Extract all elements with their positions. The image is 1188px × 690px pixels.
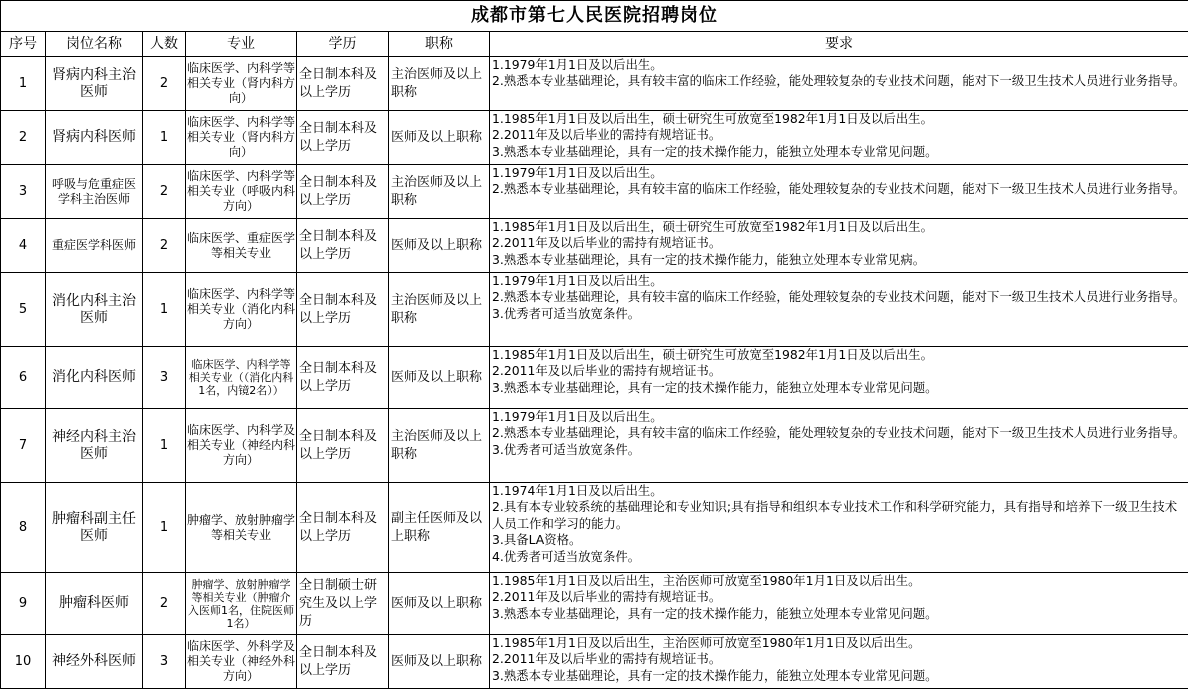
row-major: 肿瘤学、放射肿瘤学等相关专业: [186, 483, 297, 573]
requirement-line: 1.1985年1月1日及以后出生，硕士研究生可放宽至1982年1月1日及以后出生。: [492, 219, 933, 234]
row-education: 全日制本科及以上学历: [297, 347, 389, 409]
row-position: 肾病内科医师: [46, 111, 143, 165]
row-title: 副主任医师及以上职称: [389, 483, 490, 573]
row-title: 主治医师及以上职称: [389, 57, 490, 111]
row-education: 全日制本科及以上学历: [297, 111, 389, 165]
requirement-line: 2.2011年及以后毕业的需持有规培证书。: [492, 363, 722, 379]
row-requirements: [490, 573, 1188, 635]
row-position: 消化内科主治医师: [46, 273, 143, 347]
row-major: 临床医学、外科学及相关专业（神经外科方向）: [186, 635, 297, 689]
row-count: 2: [143, 573, 186, 635]
row-count: 2: [143, 165, 186, 219]
row-no: 3: [1, 165, 46, 219]
header-position: 岗位名称: [46, 32, 143, 57]
requirement-line: 2.熟悉本专业基础理论，具有较丰富的临床工作经验，能处理较复杂的专业技术问题，能对下一级卫生技术人员进行业务指导。: [492, 425, 1186, 441]
row-requirements: [490, 111, 1188, 165]
requirement-line: 3.优秀者可适当放宽条件。: [492, 441, 641, 457]
table-row: [1, 57, 1188, 111]
header-title: 职称: [389, 32, 490, 57]
header-count: 人数: [143, 32, 186, 57]
row-major: 临床医学、内科学等相关专业（肾内科方向）: [186, 111, 297, 165]
requirement-line: 3.熟悉本专业基础理论，具有一定的技术操作能力，能独立处理本专业常见问题。: [492, 605, 938, 621]
requirement-line: 4.优秀者可适当放宽条件。: [492, 548, 641, 564]
row-count: 1: [143, 111, 186, 165]
row-title: 主治医师及以上职称: [389, 409, 490, 483]
requirement-line: 1.1979年1月1日及以后出生。: [492, 273, 663, 288]
requirement-line: 3.优秀者可适当放宽条件。: [492, 305, 641, 321]
row-requirements: [490, 347, 1188, 409]
table-row: [1, 573, 1188, 635]
row-no: 10: [1, 635, 46, 689]
requirement-line: 2.2011年及以后毕业的需持有规培证书。: [492, 651, 722, 667]
row-major: 临床医学、内科学等相关专业（消化内科方向）: [186, 273, 297, 347]
row-major: 临床医学、内科学等相关专业（（消化内科1名，内镜2名））: [186, 347, 297, 409]
header-major: 专业: [186, 32, 297, 57]
row-position: 肿瘤科医师: [46, 573, 143, 635]
row-major: 临床医学、内科学及相关专业（神经内科方向）: [186, 409, 297, 483]
table-row: [1, 483, 1188, 573]
row-position: 神经外科医师: [46, 635, 143, 689]
table-row: [1, 219, 1188, 273]
requirement-line: 3.熟悉本专业基础理论，具有一定的技术操作能力，能独立处理本专业常见问题。: [492, 379, 938, 395]
row-requirements: [490, 57, 1188, 111]
row-no: 9: [1, 573, 46, 635]
row-education: 全日制本科及以上学历: [297, 273, 389, 347]
row-no: 6: [1, 347, 46, 409]
row-count: 1: [143, 409, 186, 483]
table-row: [1, 111, 1188, 165]
row-position: 呼吸与危重症医学科主治医师: [46, 165, 143, 219]
row-title: 主治医师及以上职称: [389, 273, 490, 347]
row-count: 3: [143, 347, 186, 409]
row-count: 1: [143, 273, 186, 347]
table-row: [1, 635, 1188, 689]
row-title: 医师及以上职称: [389, 635, 490, 689]
row-position: 消化内科医师: [46, 347, 143, 409]
row-no: 5: [1, 273, 46, 347]
row-requirements: [490, 219, 1188, 273]
row-position: 重症医学科医师: [46, 219, 143, 273]
row-requirements: [490, 273, 1188, 347]
header-requirements: 要求: [490, 32, 1188, 57]
row-no: 2: [1, 111, 46, 165]
row-requirements: [490, 165, 1188, 219]
row-no: 4: [1, 219, 46, 273]
requirement-line: 3.熟悉本专业基础理论，具有一定的技术操作能力，能独立处理本专业常见病。: [492, 251, 926, 267]
table-row: [1, 347, 1188, 409]
row-count: 1: [143, 483, 186, 573]
row-education: 全日制硕士研究生及以上学历: [297, 573, 389, 635]
requirement-line: 1.1985年1月1日及以后出生，主治医师可放宽至1980年1月1日及以后出生。: [492, 573, 921, 588]
row-title: 医师及以上职称: [389, 347, 490, 409]
row-requirements: [490, 635, 1188, 689]
row-major: 临床医学、内科学等相关专业（呼吸内科方向）: [186, 165, 297, 219]
requirement-line: 2.具有本专业较系统的基础理论和专业知识;具有指导和组织本专业技术工作和科学研究能力，具有指导和培养下一级卫生技术人员工作和学习的能力。: [492, 499, 1178, 531]
requirement-line: 2.熟悉本专业基础理论，具有较丰富的临床工作经验，能处理较复杂的专业技术问题，能对下一级卫生技术人员进行业务指导。: [492, 73, 1186, 89]
table-row: [1, 273, 1188, 347]
row-no: 1: [1, 57, 46, 111]
requirement-line: 1.1974年1月1日及以后出生。: [492, 483, 663, 498]
table-row: [1, 165, 1188, 219]
row-count: 2: [143, 57, 186, 111]
row-major: 临床医学、内科学等相关专业（肾内科方向）: [186, 57, 297, 111]
requirement-line: 2.2011年及以后毕业的需持有规培证书。: [492, 127, 722, 143]
row-no: 7: [1, 409, 46, 483]
row-requirements: [490, 409, 1188, 483]
row-title: 医师及以上职称: [389, 219, 490, 273]
row-position: 神经内科主治医师: [46, 409, 143, 483]
row-title: 主治医师及以上职称: [389, 165, 490, 219]
table-row: [1, 409, 1188, 483]
row-major: 临床医学、重症医学等相关专业: [186, 219, 297, 273]
row-title: 医师及以上职称: [389, 111, 490, 165]
requirement-line: 1.1985年1月1日及以后出生，硕士研究生可放宽至1982年1月1日及以后出生。: [492, 347, 933, 362]
requirement-line: 1.1979年1月1日及以后出生。: [492, 165, 663, 180]
row-education: 全日制本科及以上学历: [297, 165, 389, 219]
requirement-line: 1.1985年1月1日及以后出生，硕士研究生可放宽至1982年1月1日及以后出生。: [492, 111, 933, 126]
requirement-line: 2.2011年及以后毕业的需持有规培证书。: [492, 235, 722, 251]
row-no: 8: [1, 483, 46, 573]
requirement-line: 2.熟悉本专业基础理论，具有较丰富的临床工作经验，能处理较复杂的专业技术问题，能对下一级卫生技术人员进行业务指导。: [492, 181, 1186, 197]
requirement-line: 3.熟悉本专业基础理论，具有一定的技术操作能力，能独立处理本专业常见问题。: [492, 667, 938, 683]
row-requirements: [490, 483, 1188, 573]
requirement-line: 2.2011年及以后毕业的需持有规培证书。: [492, 589, 722, 605]
row-education: 全日制本科及以上学历: [297, 57, 389, 111]
requirement-line: 3.具备LA资格。: [492, 532, 582, 548]
row-education: 全日制本科及以上学历: [297, 483, 389, 573]
row-major: 肿瘤学、放射肿瘤学等相关专业（肿瘤介入医师1名，住院医师1名）: [186, 573, 297, 635]
row-position: 肾病内科主治医师: [46, 57, 143, 111]
requirement-line: 1.1979年1月1日及以后出生。: [492, 409, 663, 424]
header-row: [1, 32, 1188, 57]
page-title: 成都市第七人民医院招聘岗位: [1, 1, 1188, 32]
header-no: 序号: [1, 32, 46, 57]
row-education: 全日制本科及以上学历: [297, 635, 389, 689]
requirement-line: 1.1985年1月1日及以后出生，主治医师可放宽至1980年1月1日及以后出生。: [492, 635, 921, 650]
row-position: 肿瘤科副主任医师: [46, 483, 143, 573]
header-education: 学历: [297, 32, 389, 57]
requirement-line: 3.熟悉本专业基础理论，具有一定的技术操作能力，能独立处理本专业常见问题。: [492, 143, 938, 159]
requirement-line: 2.熟悉本专业基础理论，具有较丰富的临床工作经验，能处理较复杂的专业技术问题，能对下一级卫生技术人员进行业务指导。: [492, 289, 1186, 305]
row-education: 全日制本科及以上学历: [297, 219, 389, 273]
row-education: 全日制本科及以上学历: [297, 409, 389, 483]
requirement-line: 1.1979年1月1日及以后出生。: [492, 57, 663, 72]
row-count: 2: [143, 219, 186, 273]
row-title: 医师及以上职称: [389, 573, 490, 635]
row-count: 3: [143, 635, 186, 689]
